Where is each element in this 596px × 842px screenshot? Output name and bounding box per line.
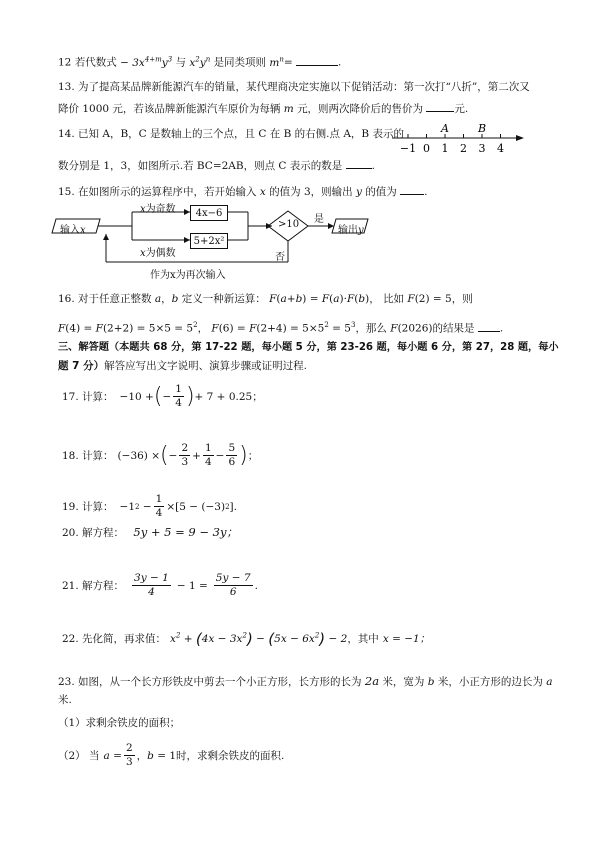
- question-18: 18. 计算： (−36) × ( − $\frac{2}{3}$ + $\frac{1}{4}$ − $\frac{5}{6}$ ) ；: [62, 442, 259, 468]
- question-12: 12 若代数式 − $3x^{4+m}y^3$ 与 $x^2y^n$ 是同类项则 $m^n=$ .: [58, 55, 342, 69]
- flow-output: 输出y: [338, 225, 364, 236]
- axis-tick-label: 1: [441, 142, 449, 155]
- question-23-part1: （1）求剩余铁皮的面积；: [58, 717, 181, 729]
- flow-loop-label: 作为x为再次输入: [150, 270, 226, 281]
- question-23-line2: 米.: [58, 694, 72, 706]
- number-line-diagram: [388, 122, 528, 158]
- q12-term-a: − $3x^{4+m}y^3$: [120, 55, 173, 69]
- question-23-line1: 23. 如图，从一个长方形铁皮中剪去一个小正方形，长方形的长为 2a 米，宽为 b 米，小正方形的边长为 a: [58, 674, 553, 688]
- axis-tick-label: −1: [399, 142, 417, 155]
- question-14-line1: 14. 已知 A，B，C 是数轴上的三个点，且 C 在 B 的右侧.点 A，B 表示的: [58, 128, 404, 140]
- answer-blank[interactable]: [400, 183, 424, 195]
- axis-tick-label: 3: [478, 142, 486, 155]
- q22-expression: $x^2 + (4x - 3x^2) - (5x - 6x^2) - 2$: [170, 630, 348, 648]
- answer-blank[interactable]: [296, 54, 338, 66]
- question-13-line2: 降价 1000 元，若该品牌新能源汽车原价为每辆 m 元，则两次降价后的售价为 元.: [58, 100, 468, 116]
- question-22: 22. 先化简，再求值： $x^2 + (4x - 3x^2) - (5x - 6x^2) - 2$ ，其中 x = −1；: [62, 630, 431, 648]
- question-21: 21. 解方程： $\frac{3y - 1}{4}$ − 1 = $\frac{5y - 7}{6}$ .: [62, 572, 258, 598]
- flow-no: 否: [275, 252, 285, 263]
- fraction: $\frac{1}{4}$: [175, 383, 182, 409]
- axis-point-label: A: [441, 122, 449, 135]
- axis-tick-label: 0: [423, 142, 430, 155]
- axis-tick-label: 2: [460, 142, 467, 155]
- flow-op-odd: 4x−6: [190, 205, 228, 221]
- answer-blank[interactable]: [426, 100, 454, 112]
- question-23-part2: （2） 当 a = $\frac{2}{3}$ ， b = 1 时，求剩余铁皮的面积.: [58, 742, 285, 768]
- flow-op-even: 5+2x²: [190, 233, 228, 249]
- section-3-title-cont: 题 7 分）解答应写出文字说明、演算步骤或证明过程.: [58, 360, 307, 372]
- flow-condition: >10: [278, 219, 300, 230]
- question-20: 20. 解方程： 5y + 5 = 9 − 3y；: [62, 525, 238, 539]
- question-13-line1: 13. 为了提高某品牌新能源汽车的销量，某代理商决定实施以下促销活动：第一次打“八折”，第二次又: [58, 81, 530, 93]
- question-16-line2: $F(4) = F(2+2) = 5\times 5 = 5^2$， $F(6) = F(2+4) = 5\times 5^2 = 5^3$，那么 F(2026)的结果是 .: [58, 321, 504, 335]
- flow-even-label: x为偶数: [140, 248, 176, 259]
- question-17: 17. 计算： −10 + ( − $\frac{1}{4}$ ) + 7 + 0.25；: [62, 383, 263, 409]
- section-3-title: 三、解答题（本题共 68 分，第 17-22 题，每小题 5 分，第 23-26 题，每小题 6 分，第 27，28 题，每小: [58, 342, 559, 353]
- axis-tick-label: 4: [497, 142, 504, 155]
- question-19: 19. 计算： −1 2 − $\frac{1}{4}$ × [5 − (−3) 2 ].: [62, 493, 237, 519]
- question-16-line1: 16. 对于任意正整数 a，b 定义一种新运算： F(a+b) = F(a)·F(b)， 比如 F(2) = 5，则: [58, 293, 473, 305]
- q12-term-b: $x^2y^n$: [189, 55, 211, 69]
- answer-blank[interactable]: [478, 320, 500, 332]
- flow-yes: 是: [314, 214, 324, 225]
- question-14-line2: 数分别是 1，3，如图所示.若 BC=2AB，则点 C 表示的数是 .: [58, 157, 375, 173]
- flow-odd-label: x为奇数: [140, 204, 176, 215]
- axis-point-label: B: [477, 122, 487, 135]
- flow-input: 输入x: [60, 225, 86, 236]
- question-15: 15. 在如图所示的运算程序中，若开始输入 x 的值为 3，则输出 y 的值为 .: [58, 183, 428, 199]
- answer-blank[interactable]: [346, 157, 372, 169]
